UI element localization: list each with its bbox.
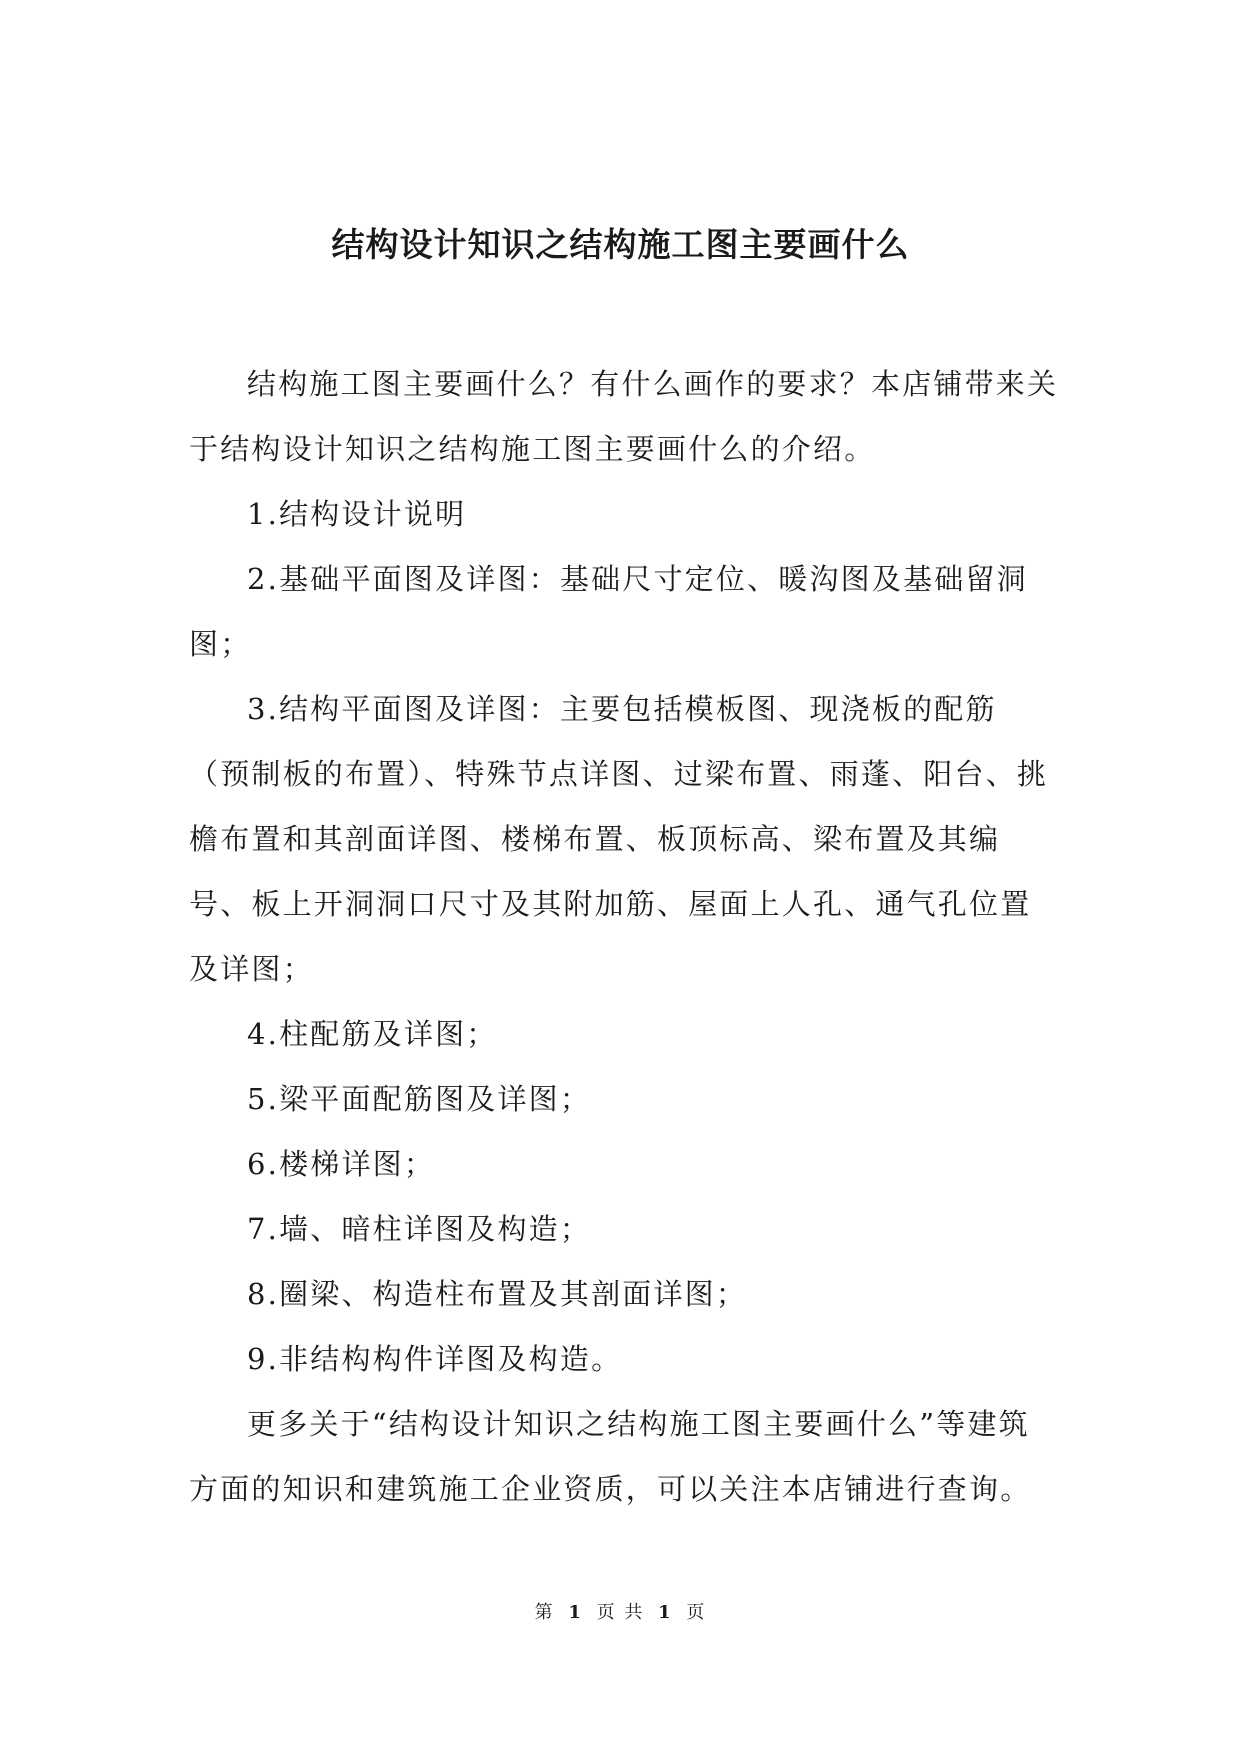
intro-paragraph: 结构施工图主要画什么？有什么画作的要求？本店铺带来关于结构设计知识之结构施工图主要画什么的介绍。 xyxy=(189,367,1059,466)
closing-paragraph: 更多关于“结构设计知识之结构施工图主要画什么”等建筑方面的知识和建筑施工企业资质，可以关注本店铺进行查询。 xyxy=(189,1407,1032,1506)
document-title: 结构设计知识之结构施工图主要画什么 xyxy=(331,225,910,264)
list-item-2: 2.基础平面图及详图：基础尺寸定位、暖沟图及基础留洞图； xyxy=(189,562,1028,661)
list-item-5: 5.梁平面配筋图及详图； xyxy=(247,1082,592,1116)
footer-suffix: 页 xyxy=(686,1602,707,1623)
list-item-7: 7.墙、暗柱详图及构造； xyxy=(247,1212,592,1246)
list-item-3: 3.结构平面图及详图：主要包括模板图、现浇板的配筋（预制板的布置）、特殊节点详图、过梁布置、雨蓬、阳台、挑檐布置和其剖面详图、楼梯布置、板顶标高、梁布置及其编号、板上开洞洞口尺寸及其附加筋、屋面上人孔、通气孔位置及详图； xyxy=(189,692,1049,986)
list-item-1: 1.结构设计说明 xyxy=(247,497,467,531)
footer-total-pages: 1 xyxy=(658,1602,673,1623)
footer-page-number: 1 xyxy=(568,1602,583,1623)
list-item-8: 8.圈梁、构造柱布置及其剖面详图； xyxy=(247,1277,748,1311)
list-item-9: 9.非结构构件详图及构造。 xyxy=(247,1342,623,1376)
document-body xyxy=(189,352,1059,1522)
list-item-4: 4.柱配筋及详图； xyxy=(247,1017,498,1051)
list-item-6: 6.楼梯详图； xyxy=(247,1147,436,1181)
footer-middle: 页 共 xyxy=(596,1602,645,1623)
page-footer xyxy=(0,1598,1241,1624)
footer-prefix: 第 xyxy=(534,1602,555,1623)
